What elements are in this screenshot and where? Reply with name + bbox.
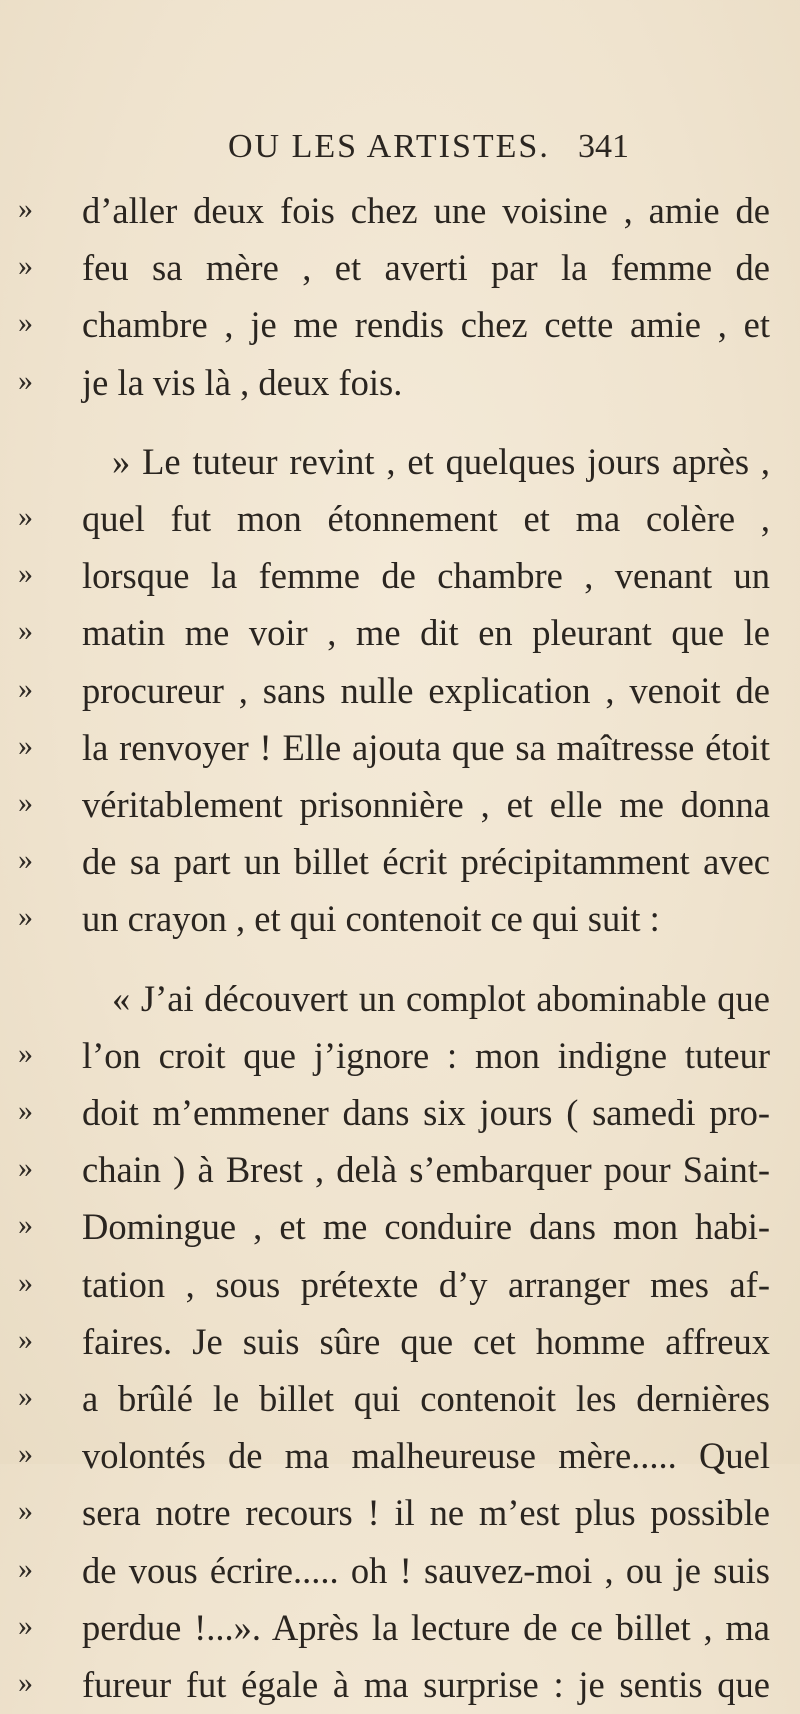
margin-quote-mark: » bbox=[18, 1036, 33, 1070]
text-line bbox=[0, 354, 800, 412]
margin-quote-mark: » bbox=[18, 500, 33, 533]
line-text: véritablement prisonnière , et elle me donna bbox=[82, 784, 770, 825]
text-line bbox=[0, 1027, 800, 1085]
text-line bbox=[0, 1599, 800, 1657]
margin-quote-mark: » bbox=[18, 557, 33, 591]
line-text: d’aller deux fois chez une voisine , amie de bbox=[82, 190, 770, 231]
text-line bbox=[0, 182, 800, 240]
line-text: Domingue , et me conduire dans mon habi- bbox=[82, 1206, 770, 1248]
line-text: » Le tuteur revint , et quelques jours après , bbox=[112, 440, 770, 482]
margin-quote-mark: » bbox=[18, 786, 33, 819]
text-line bbox=[0, 1484, 800, 1542]
line-text: lorsque la femme de chambre , venant un bbox=[82, 555, 770, 597]
line-text: faires. Je suis sûre que cet homme affreux bbox=[82, 1320, 770, 1362]
margin-quote-mark: » bbox=[18, 1265, 33, 1299]
text-line bbox=[0, 1370, 800, 1428]
margin-quote-mark: » bbox=[18, 1437, 33, 1471]
text-line bbox=[0, 1084, 800, 1142]
line-text: feu sa mère , et averti par la femme de bbox=[82, 247, 770, 289]
line-text: doit m’emmener dans six jours ( samedi pro- bbox=[82, 1092, 770, 1133]
line-text: fureur fut égale à ma surprise : je sentis que bbox=[82, 1664, 770, 1705]
text-line bbox=[0, 1427, 800, 1485]
running-title: OU LES ARTISTES. bbox=[228, 128, 550, 165]
margin-quote-mark: » bbox=[18, 192, 33, 225]
line-text: de vous écrire..... oh ! sauvez-moi , ou je suis bbox=[82, 1549, 770, 1591]
line-text: tation , sous prétexte d’y arranger mes af- bbox=[82, 1263, 770, 1305]
line-text: un crayon , et qui contenoit ce qui suit : bbox=[82, 898, 660, 940]
text-line bbox=[0, 890, 800, 948]
text-line bbox=[0, 296, 800, 354]
margin-quote-mark: » bbox=[18, 843, 33, 877]
text-line bbox=[0, 1256, 800, 1314]
margin-quote-mark: » bbox=[18, 614, 33, 648]
line-text: de sa part un billet écrit précipitamment avec bbox=[82, 841, 770, 883]
text-line bbox=[0, 547, 800, 605]
line-text: procureur , sans nulle explication , venoit de bbox=[82, 669, 770, 711]
text-line bbox=[0, 490, 800, 548]
line-text: sera notre recours ! il ne m’est plus possible bbox=[82, 1492, 770, 1534]
line-text: chain ) à Brest , delà s’embarquer pour Saint- bbox=[82, 1149, 770, 1191]
page-header bbox=[228, 128, 798, 178]
text-line bbox=[0, 970, 800, 1028]
margin-quote-mark: » bbox=[18, 1494, 33, 1528]
line-text: je la vis là , deux fois. bbox=[82, 361, 403, 403]
margin-quote-mark: » bbox=[18, 249, 33, 283]
text-line bbox=[0, 239, 800, 297]
margin-quote-mark: » bbox=[18, 1666, 33, 1699]
line-text: a brûlé le billet qui contenoit les dernières bbox=[82, 1378, 770, 1419]
line-text: perdue !...». Après la lecture de ce billet , ma bbox=[82, 1606, 770, 1648]
margin-quote-mark: » bbox=[18, 1322, 33, 1356]
text-line bbox=[0, 1542, 800, 1600]
text-line bbox=[0, 1141, 800, 1199]
page-number: 341 bbox=[578, 128, 629, 165]
line-text: quel fut mon étonnement et ma colère , bbox=[82, 498, 770, 539]
text-line bbox=[0, 719, 800, 777]
margin-quote-mark: » bbox=[18, 1551, 33, 1585]
margin-quote-mark: » bbox=[18, 1151, 33, 1185]
line-text: la renvoyer ! Elle ajouta que sa maîtresse étoit bbox=[82, 726, 770, 768]
line-text: volontés de ma malheureuse mère..... Quel bbox=[82, 1435, 770, 1477]
text-line bbox=[0, 1198, 800, 1256]
margin-quote-mark: » bbox=[18, 306, 33, 340]
margin-quote-mark: » bbox=[18, 1094, 33, 1127]
margin-quote-mark: » bbox=[18, 1380, 33, 1413]
text-line bbox=[0, 604, 800, 662]
line-text: l’on croit que j’ignore : mon indigne tuteur bbox=[82, 1034, 770, 1076]
text-line bbox=[0, 1313, 800, 1371]
line-text: « J’ai découvert un complot abominable que bbox=[112, 977, 770, 1019]
line-text: matin me voir , me dit en pleurant que le bbox=[82, 612, 770, 654]
line-text: chambre , je me rendis chez cette amie , et bbox=[82, 304, 770, 346]
margin-quote-mark: » bbox=[18, 728, 33, 762]
margin-quote-mark: » bbox=[18, 363, 33, 397]
margin-quote-mark: » bbox=[18, 1608, 33, 1642]
margin-quote-mark: » bbox=[18, 1208, 33, 1242]
text-line bbox=[0, 1656, 800, 1714]
margin-quote-mark: » bbox=[18, 900, 33, 934]
text-line bbox=[0, 776, 800, 834]
text-line bbox=[0, 433, 800, 491]
margin-quote-mark: » bbox=[18, 671, 33, 705]
text-line bbox=[0, 833, 800, 891]
text-line bbox=[0, 662, 800, 720]
